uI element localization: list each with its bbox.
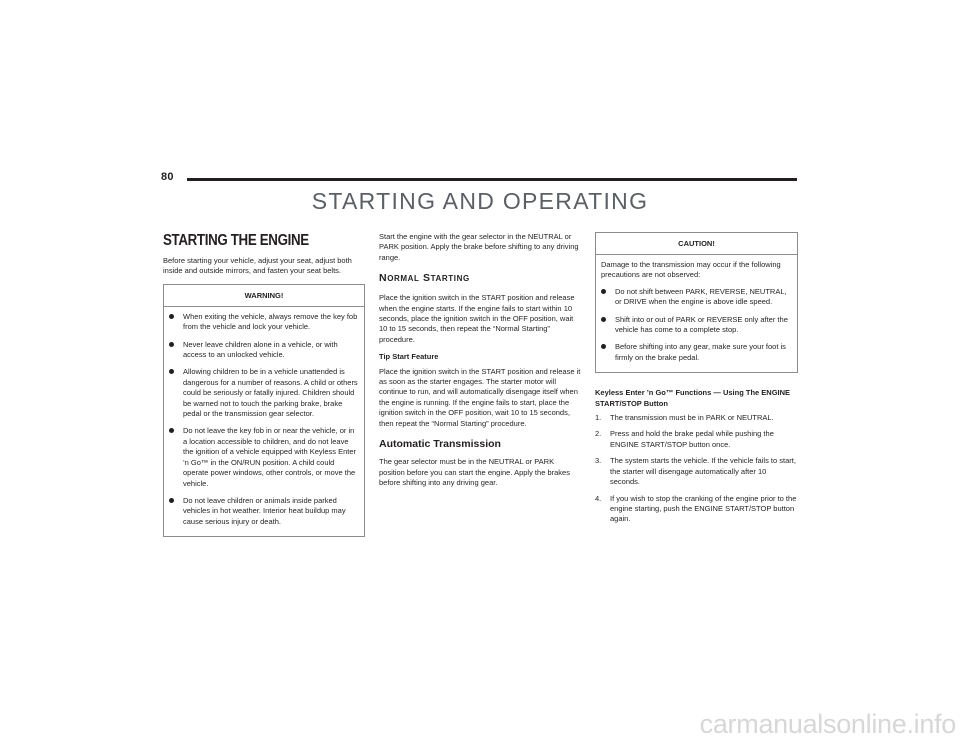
keyless-heading: Keyless Enter ’n Go™ Functions — Using The ENGINE START/STOP Button [595, 388, 791, 408]
warning-item: Do not leave children or animals inside parked vehicles in hot weather. Interior heat buildup may cause serious injury or death. [169, 496, 359, 527]
gear-selector-intro: Start the engine with the gear selector in the NEUTRAL or PARK position. Apply the brake before shifting to any driving range. [379, 232, 579, 262]
bullet-icon [169, 342, 174, 347]
warning-item: When exiting the vehicle, always remove the key fob from the vehicle and lock your vehicle. [169, 312, 359, 333]
bullet-icon [169, 498, 174, 503]
column-2 [379, 232, 581, 495]
header-rule [187, 178, 797, 181]
column-3 [595, 232, 798, 531]
starting-engine-heading: STARTING THE ENGINE [163, 232, 309, 249]
keyless-step: 4. If you wish to stop the cranking of the engine prior to the engine starting, push the ENGINE START/STOP button again. [595, 493, 797, 524]
caution-item: Shift into or out of PARK or REVERSE only after the vehicle has come to a complete stop. [601, 315, 792, 336]
bullet-icon [601, 289, 606, 294]
bullet-icon [169, 314, 174, 319]
watermark[interactable]: carmanualsonline.info [699, 709, 956, 739]
caution-intro: Damage to the transmission may occur if the following precautions are not observed: [601, 260, 781, 280]
caution-box [595, 232, 798, 373]
caution-item: Do not shift between PARK, REVERSE, NEUTRAL, or DRIVE when the engine is above idle speed. [601, 287, 792, 308]
keyless-step: 2. Press and hold the brake pedal while pushing the ENGINE START/STOP button once. [595, 429, 774, 449]
page-number: 80 [161, 171, 174, 183]
tip-start-heading: Tip Start Feature [379, 352, 439, 362]
starting-engine-intro: Before starting your vehicle, adjust your seat, adjust both inside and outside mirrors, and fasten your seat belts. [163, 256, 352, 276]
warning-title: WARNING! [164, 285, 364, 307]
keyless-step: 3. The system starts the vehicle. If the vehicle fails to start, the starter will disengage automatically after 10 seconds. [595, 456, 796, 487]
normal-starting-heading: NORMAL STARTING [379, 272, 470, 285]
caution-title: CAUTION! [596, 233, 797, 255]
bullet-icon [169, 369, 174, 374]
bullet-icon [601, 344, 606, 349]
automatic-transmission-heading: Automatic Transmission [379, 438, 501, 451]
tip-start-text: Place the ignition switch in the START position and release it as soon as the starter engages. The starter motor will continue to run, and will automatically disengage itself when the engine is running. If the engine fails to start, place the ignition switch in the OFF position, wait 10 to 15 seconds, then repeat the “Normal Starting” procedure. [379, 366, 581, 428]
keyless-step: 1. The transmission must be in PARK or NEUTRAL. [595, 413, 774, 423]
caution-item: Before shifting into any gear, make sure your foot is firmly on the brake pedal. [601, 342, 792, 363]
automatic-transmission-text: The gear selector must be in the NEUTRAL or PARK position before you can start the engine. Apply the brakes before shifting into any driving gear. [379, 457, 570, 487]
warning-box [163, 284, 365, 537]
column-1 [163, 232, 365, 544]
warning-item: Do not leave the key fob in or near the vehicle, or in a location accessible to children, and do not leave the ignition of a vehicle equipped with Keyless Enter ’n Go™ in the ON/RUN position. A child could operate power windows, other controls, or move the vehicle. [169, 426, 359, 488]
bullet-icon [601, 317, 606, 322]
warning-item: Never leave children alone in a vehicle, or with access to an unlocked vehicle. [169, 340, 359, 361]
section-title: STARTING AND OPERATING [311, 188, 649, 214]
normal-starting-text: Place the ignition switch in the START position and release when the engine starts. If the engine fails to start within 10 seconds, place the ignition switch in the OFF position, wait 10 to 15 seconds, then repeat the “Normal Starting” procedure. [379, 293, 575, 344]
bullet-icon [169, 428, 174, 433]
warning-item: Allowing children to be in a vehicle unattended is dangerous for a number of reasons. A child or others could be seriously or fatally injured. Children should be warned not to touch the parking brake, brake pedal or the transmission gear selector. [169, 367, 359, 419]
